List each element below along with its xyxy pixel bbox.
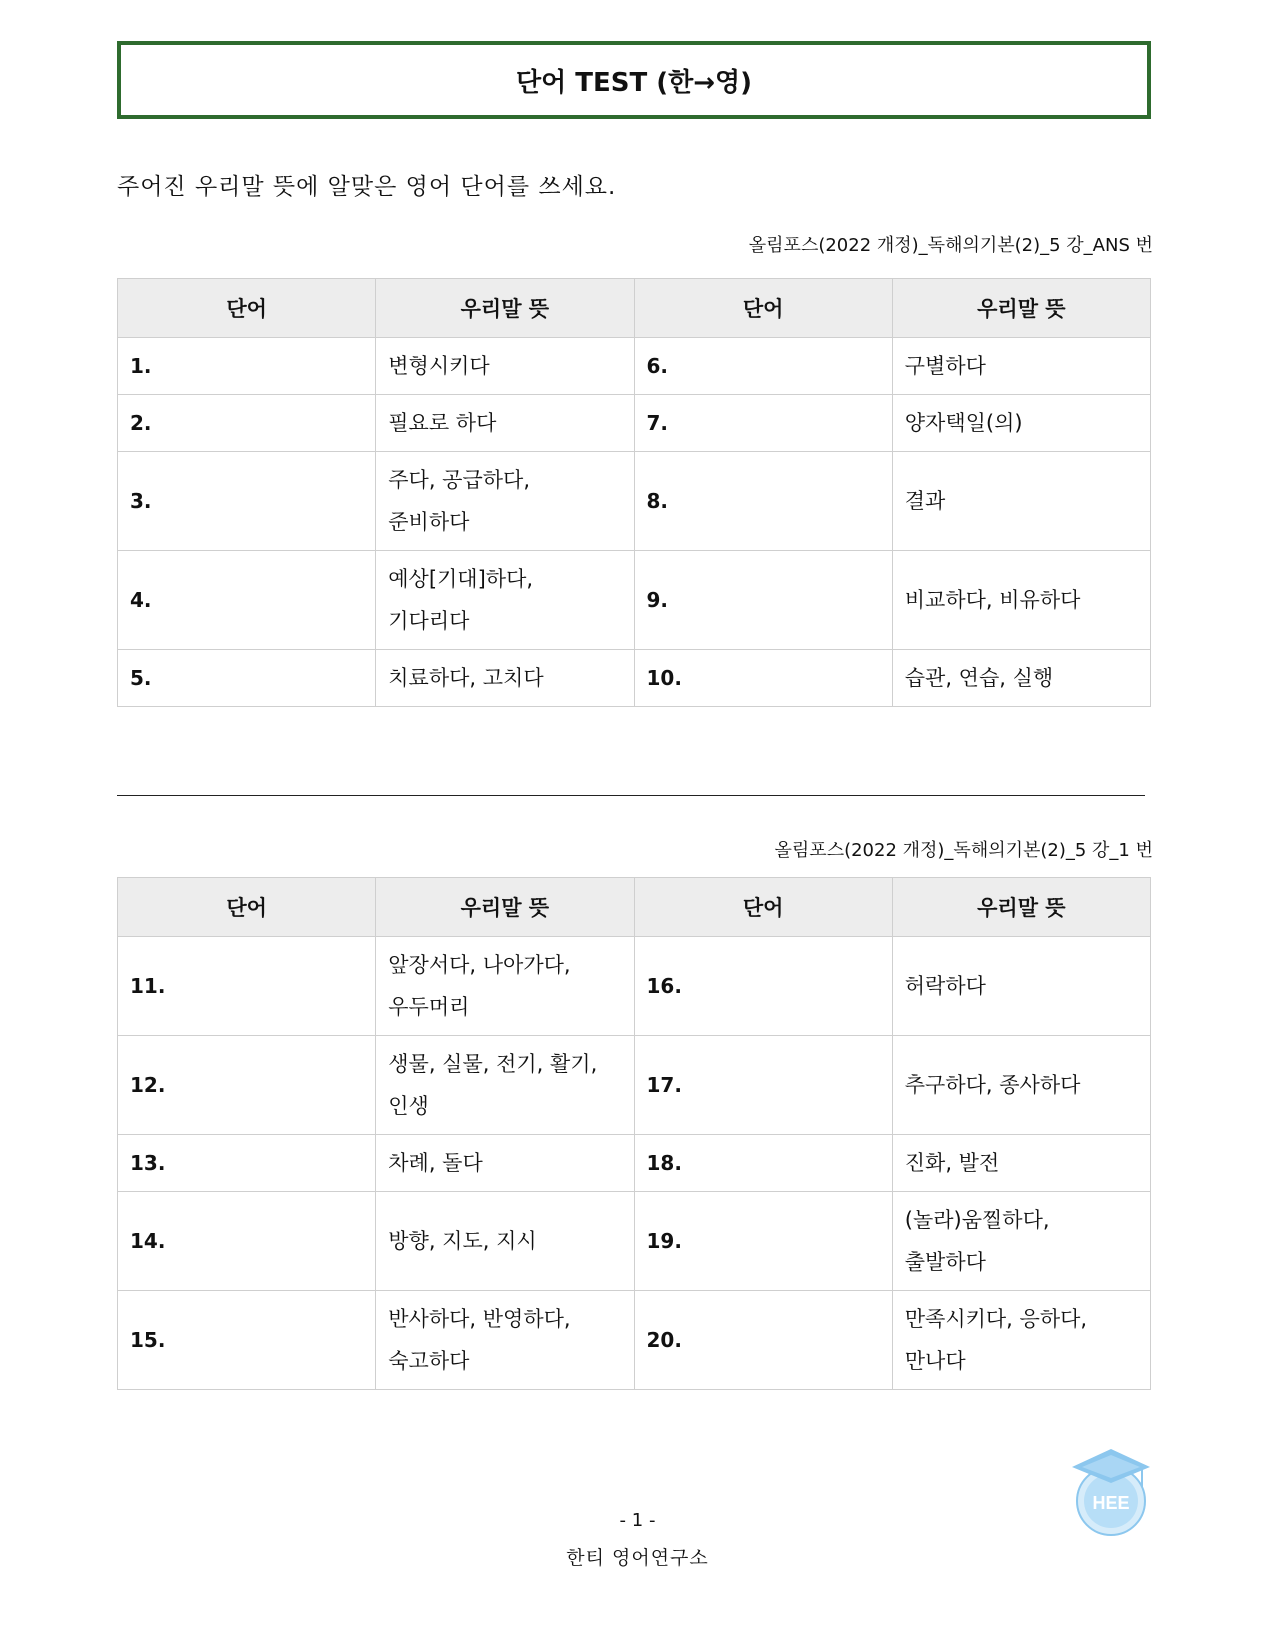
right-meaning-cell: [892, 452, 1150, 551]
word-answer-cell[interactable]: 16.: [634, 937, 892, 1036]
table-row: [118, 937, 1151, 1036]
meaning-line: 예상[기대]하다,: [388, 567, 534, 591]
word-answer-cell[interactable]: 14.: [118, 1192, 376, 1291]
word-answer-cell[interactable]: 1.: [118, 338, 376, 395]
word-answer-cell[interactable]: 13.: [118, 1135, 376, 1192]
word-answer-cell[interactable]: 4.: [118, 551, 376, 650]
word-answer-cell[interactable]: 6.: [634, 338, 892, 395]
table-header-row: [118, 878, 1151, 937]
word-answer-cell[interactable]: 20.: [634, 1291, 892, 1390]
meaning-line: 만족시키다, 응하다,: [904, 1307, 1088, 1331]
footer-text: 한티 영어연구소: [566, 1547, 709, 1569]
meaning-line: 결과: [904, 489, 946, 513]
meaning-line: 습관, 연습, 실행: [904, 666, 1054, 690]
source-label-1: 올림포스(2022 개정)_독해의기본(2)_5 강_ANS 번: [748, 235, 1153, 256]
header-word: 단어: [634, 279, 892, 338]
table-row: [118, 338, 1151, 395]
word-answer-cell[interactable]: 9.: [634, 551, 892, 650]
meaning-line: 인생: [388, 1094, 429, 1118]
meaning-line: 방향, 지도, 지시: [388, 1229, 537, 1253]
meaning-line: (놀라)움찔하다,: [904, 1208, 1050, 1232]
meaning-line: 변형시키다: [388, 354, 490, 378]
table-row: [118, 1291, 1151, 1390]
page-title: [117, 41, 1151, 119]
meaning-line: 준비하다: [388, 510, 470, 534]
meaning-line: 차례, 돌다: [388, 1151, 483, 1175]
meaning-line: 필요로 하다: [388, 411, 497, 435]
instruction-text: 주어진 우리말 뜻에 알맞은 영어 단어를 쓰세요.: [117, 174, 617, 200]
right-meaning-cell: [892, 1036, 1150, 1135]
meaning-line: 비교하다, 비유하다: [904, 588, 1081, 612]
word-answer-cell[interactable]: 5.: [118, 650, 376, 707]
meaning-line: 기다리다: [388, 609, 470, 633]
right-meaning-cell: [892, 338, 1150, 395]
left-meaning-cell: [376, 1192, 634, 1291]
word-answer-cell[interactable]: 12.: [118, 1036, 376, 1135]
table-row: [118, 1135, 1151, 1192]
page-number: - 1 -: [619, 1510, 656, 1531]
logo-text: HEE: [1092, 1493, 1130, 1513]
word-answer-cell[interactable]: 8.: [634, 452, 892, 551]
word-answer-cell[interactable]: 11.: [118, 937, 376, 1036]
meaning-line: 생물, 실물, 전기, 활기,: [388, 1052, 598, 1076]
section-divider: [117, 795, 1145, 796]
table-row: [118, 551, 1151, 650]
table-row: [118, 1192, 1151, 1291]
table-header-row: [118, 279, 1151, 338]
meaning-line: 만나다: [904, 1349, 966, 1373]
right-meaning-cell: [892, 937, 1150, 1036]
header-word: 단어: [118, 878, 376, 937]
left-meaning-cell: [376, 452, 634, 551]
meaning-line: 허락하다: [904, 974, 986, 998]
header-word: 단어: [634, 878, 892, 937]
meaning-line: 우두머리: [388, 995, 470, 1019]
header-word: 단어: [118, 279, 376, 338]
meaning-line: 양자택일(의): [904, 411, 1023, 435]
meaning-line: 출발하다: [904, 1250, 986, 1274]
vocab-table-2: [117, 877, 1151, 1390]
word-answer-cell[interactable]: 18.: [634, 1135, 892, 1192]
word-answer-cell[interactable]: 19.: [634, 1192, 892, 1291]
word-answer-cell[interactable]: 15.: [118, 1291, 376, 1390]
left-meaning-cell: [376, 650, 634, 707]
meaning-line: 진화, 발전: [904, 1151, 1000, 1175]
word-answer-cell[interactable]: 3.: [118, 452, 376, 551]
vocab-table-1: [117, 278, 1151, 707]
table-row: [118, 452, 1151, 551]
meaning-line: 주다, 공급하다,: [388, 468, 530, 492]
left-meaning-cell: [376, 338, 634, 395]
word-answer-cell[interactable]: 2.: [118, 395, 376, 452]
left-meaning-cell: [376, 1135, 634, 1192]
meaning-line: 숙고하다: [388, 1349, 470, 1373]
right-meaning-cell: [892, 650, 1150, 707]
header-meaning: 우리말 뜻: [376, 878, 634, 937]
table-body: [118, 338, 1151, 707]
right-meaning-cell: [892, 551, 1150, 650]
left-meaning-cell: [376, 551, 634, 650]
header-meaning: 우리말 뜻: [892, 878, 1150, 937]
right-meaning-cell: [892, 1192, 1150, 1291]
word-answer-cell[interactable]: 10.: [634, 650, 892, 707]
right-meaning-cell: [892, 1291, 1150, 1390]
left-meaning-cell: [376, 937, 634, 1036]
word-answer-cell[interactable]: 17.: [634, 1036, 892, 1135]
header-meaning: 우리말 뜻: [376, 279, 634, 338]
table-body: [118, 937, 1151, 1390]
table-row: [118, 1036, 1151, 1135]
meaning-line: 구별하다: [904, 354, 986, 378]
left-meaning-cell: [376, 1036, 634, 1135]
meaning-line: 치료하다, 고치다: [388, 666, 544, 690]
header-meaning: 우리말 뜻: [892, 279, 1150, 338]
left-meaning-cell: [376, 395, 634, 452]
source-label-2: 올림포스(2022 개정)_독해의기본(2)_5 강_1 번: [774, 840, 1153, 861]
meaning-line: 앞장서다, 나아가다,: [388, 953, 571, 977]
right-meaning-cell: [892, 395, 1150, 452]
word-answer-cell[interactable]: 7.: [634, 395, 892, 452]
table-row: [118, 650, 1151, 707]
right-meaning-cell: [892, 1135, 1150, 1192]
table-row: [118, 395, 1151, 452]
meaning-line: 반사하다, 반영하다,: [388, 1307, 571, 1331]
meaning-line: 추구하다, 종사하다: [904, 1073, 1081, 1097]
left-meaning-cell: [376, 1291, 634, 1390]
title-text: 단어 TEST (한→영): [515, 67, 753, 98]
